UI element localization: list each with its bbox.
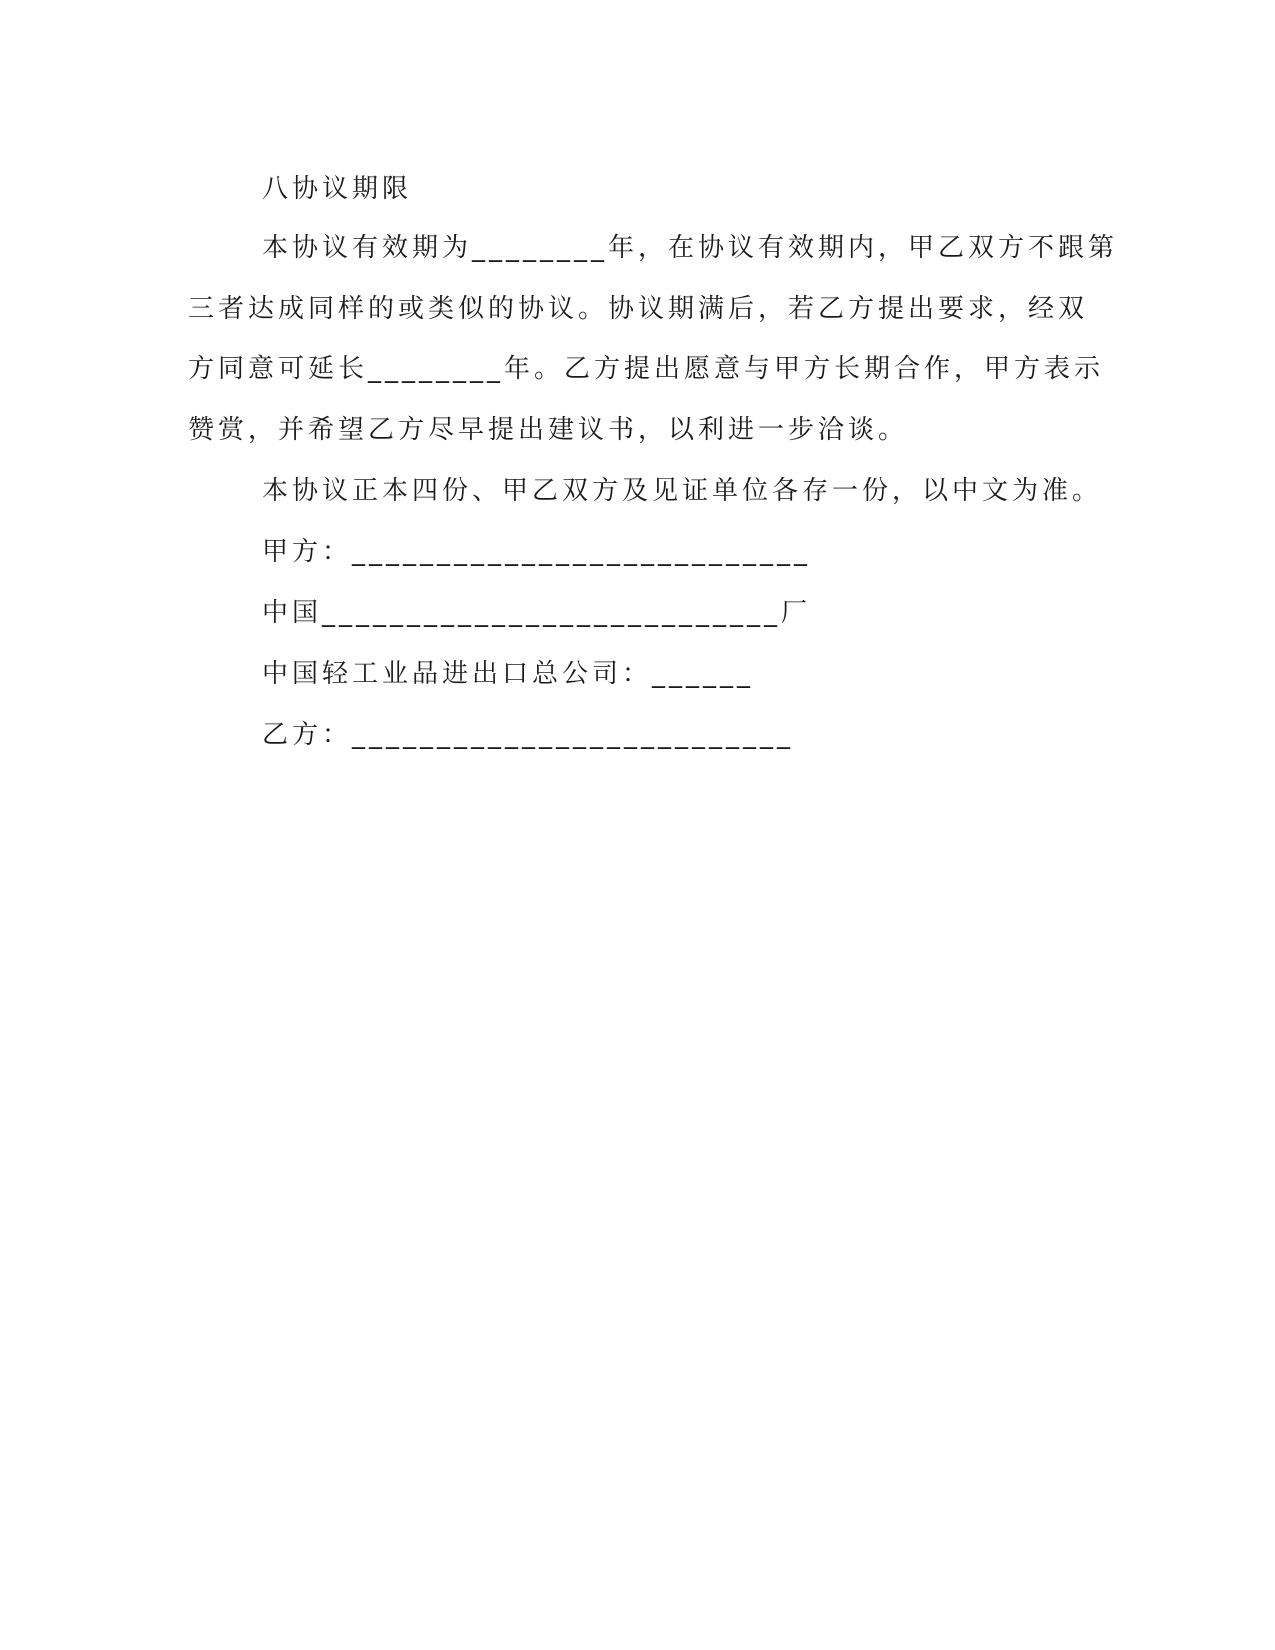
- paragraph-copies: 本协议正本四份、甲乙双方及见证单位各存一份，以中文为准。: [262, 476, 1103, 506]
- paragraph-line: 方同意可延长________年。乙方提出愿意与甲方长期合作，甲方表示: [188, 354, 1105, 384]
- light-industry-corp-signature: 中国轻工业品进出口总公司：______: [262, 659, 755, 689]
- section-heading: 八协议期限: [262, 174, 413, 204]
- china-factory-signature: 中国___________________________厂: [262, 598, 812, 628]
- paragraph-line: 赞赏，并希望乙方尽早提出建议书，以利进一步洽谈。: [188, 415, 909, 445]
- paragraph-line: 三者达成同样的或类似的协议。协议期满后，若乙方提出要求，经双: [188, 294, 1089, 324]
- party-a-signature: 甲方：___________________________: [262, 537, 812, 567]
- paragraph-line: 本协议有效期为________年，在协议有效期内，甲乙双方不跟第: [262, 233, 1119, 263]
- party-b-signature: 乙方：__________________________: [262, 720, 795, 750]
